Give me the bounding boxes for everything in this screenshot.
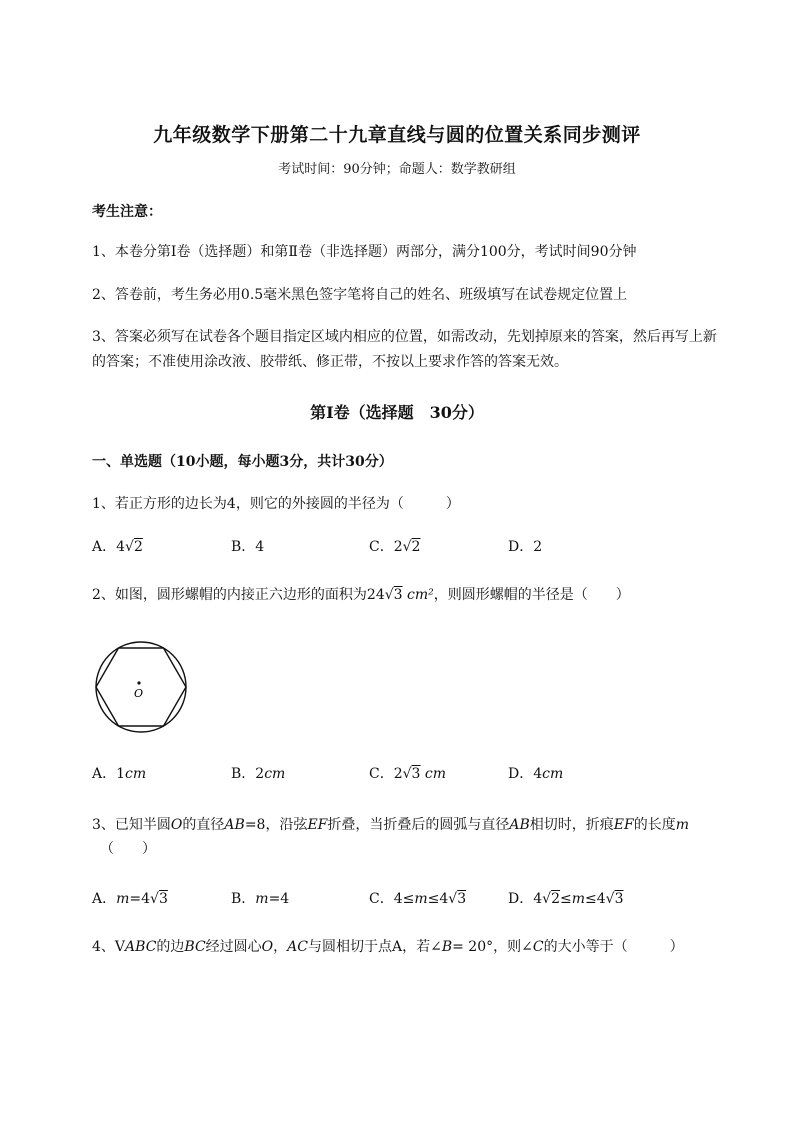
page-title: 九年级数学下册第二十九章直线与圆的位置关系同步测评 [153,124,641,146]
center-label: O [134,687,144,700]
notice-heading: 考生注意： [92,204,162,220]
q3-option-d[interactable]: D．4√2≤m≤4√3 [508,891,624,907]
question-1-stem: 1、若正方形的边长为4，则它的外接圆的半径为（ ） [92,496,460,512]
notice-item-3: 3、答案必须写在试卷各个题目指定区域内相应的位置，如需改动，先划掉原来的答案，然后再写上新 [92,329,717,345]
section-title: 第I卷（选择题 30分） [310,403,484,422]
q3-option-c[interactable]: C．4≤m≤4√3 [369,891,467,907]
center-point [137,681,140,684]
nut-figure [93,639,189,735]
exam-info: 考试时间：90分钟；命题人：数学教研组 [278,162,516,177]
notice-item-2: 2、答卷前，考生务必用0.5毫米黑色签字笔将自己的姓名、班级填写在试卷规定位置上 [92,287,628,303]
notice-item-3-cont: 的答案；不准使用涂改液、胶带纸、修正带，不按以上要求作答的答案无效。 [92,354,568,370]
question-4-stem: 4、VABC的边BC经过圆心O，AC与圆相切于点A，若∠B= 20°，则∠C的大小等于（ ） [92,939,684,955]
question-2-stem: 2、如图，圆形螺帽的内接正六边形的面积为24√3 cm²，则圆形螺帽的半径是（ ） [92,587,630,603]
q2-option-a[interactable]: A．1cm [92,766,147,782]
q1-option-d[interactable]: D．2 [508,539,543,555]
question-3-stem: 3、已知半圆O的直径AB=8，沿弦EF折叠，当折叠后的圆弧与直径AB相切时，折痕EF的长度m [92,817,690,833]
q2-option-c[interactable]: C．2√3 cm [369,766,447,782]
q3-option-b[interactable]: B．m=4 [231,891,290,907]
question-3-stem-cont: （ ） [100,841,156,857]
part-heading: 一、单选题（10小题，每小题3分，共计30分） [92,454,393,470]
q1-option-c[interactable]: C．2√2 [369,539,421,555]
q2-option-d[interactable]: D．4cm [508,766,564,782]
q1-option-a[interactable]: A．4√2 [92,539,143,555]
notice-item-1: 1、本卷分第I卷（选择题）和第Ⅱ卷（非选择题）两部分，满分100分，考试时间90分钟 [92,244,637,260]
q3-option-a[interactable]: A．m=4√3 [92,891,168,907]
q1-option-b[interactable]: B．4 [231,539,265,555]
q2-option-b[interactable]: B．2cm [231,766,286,782]
